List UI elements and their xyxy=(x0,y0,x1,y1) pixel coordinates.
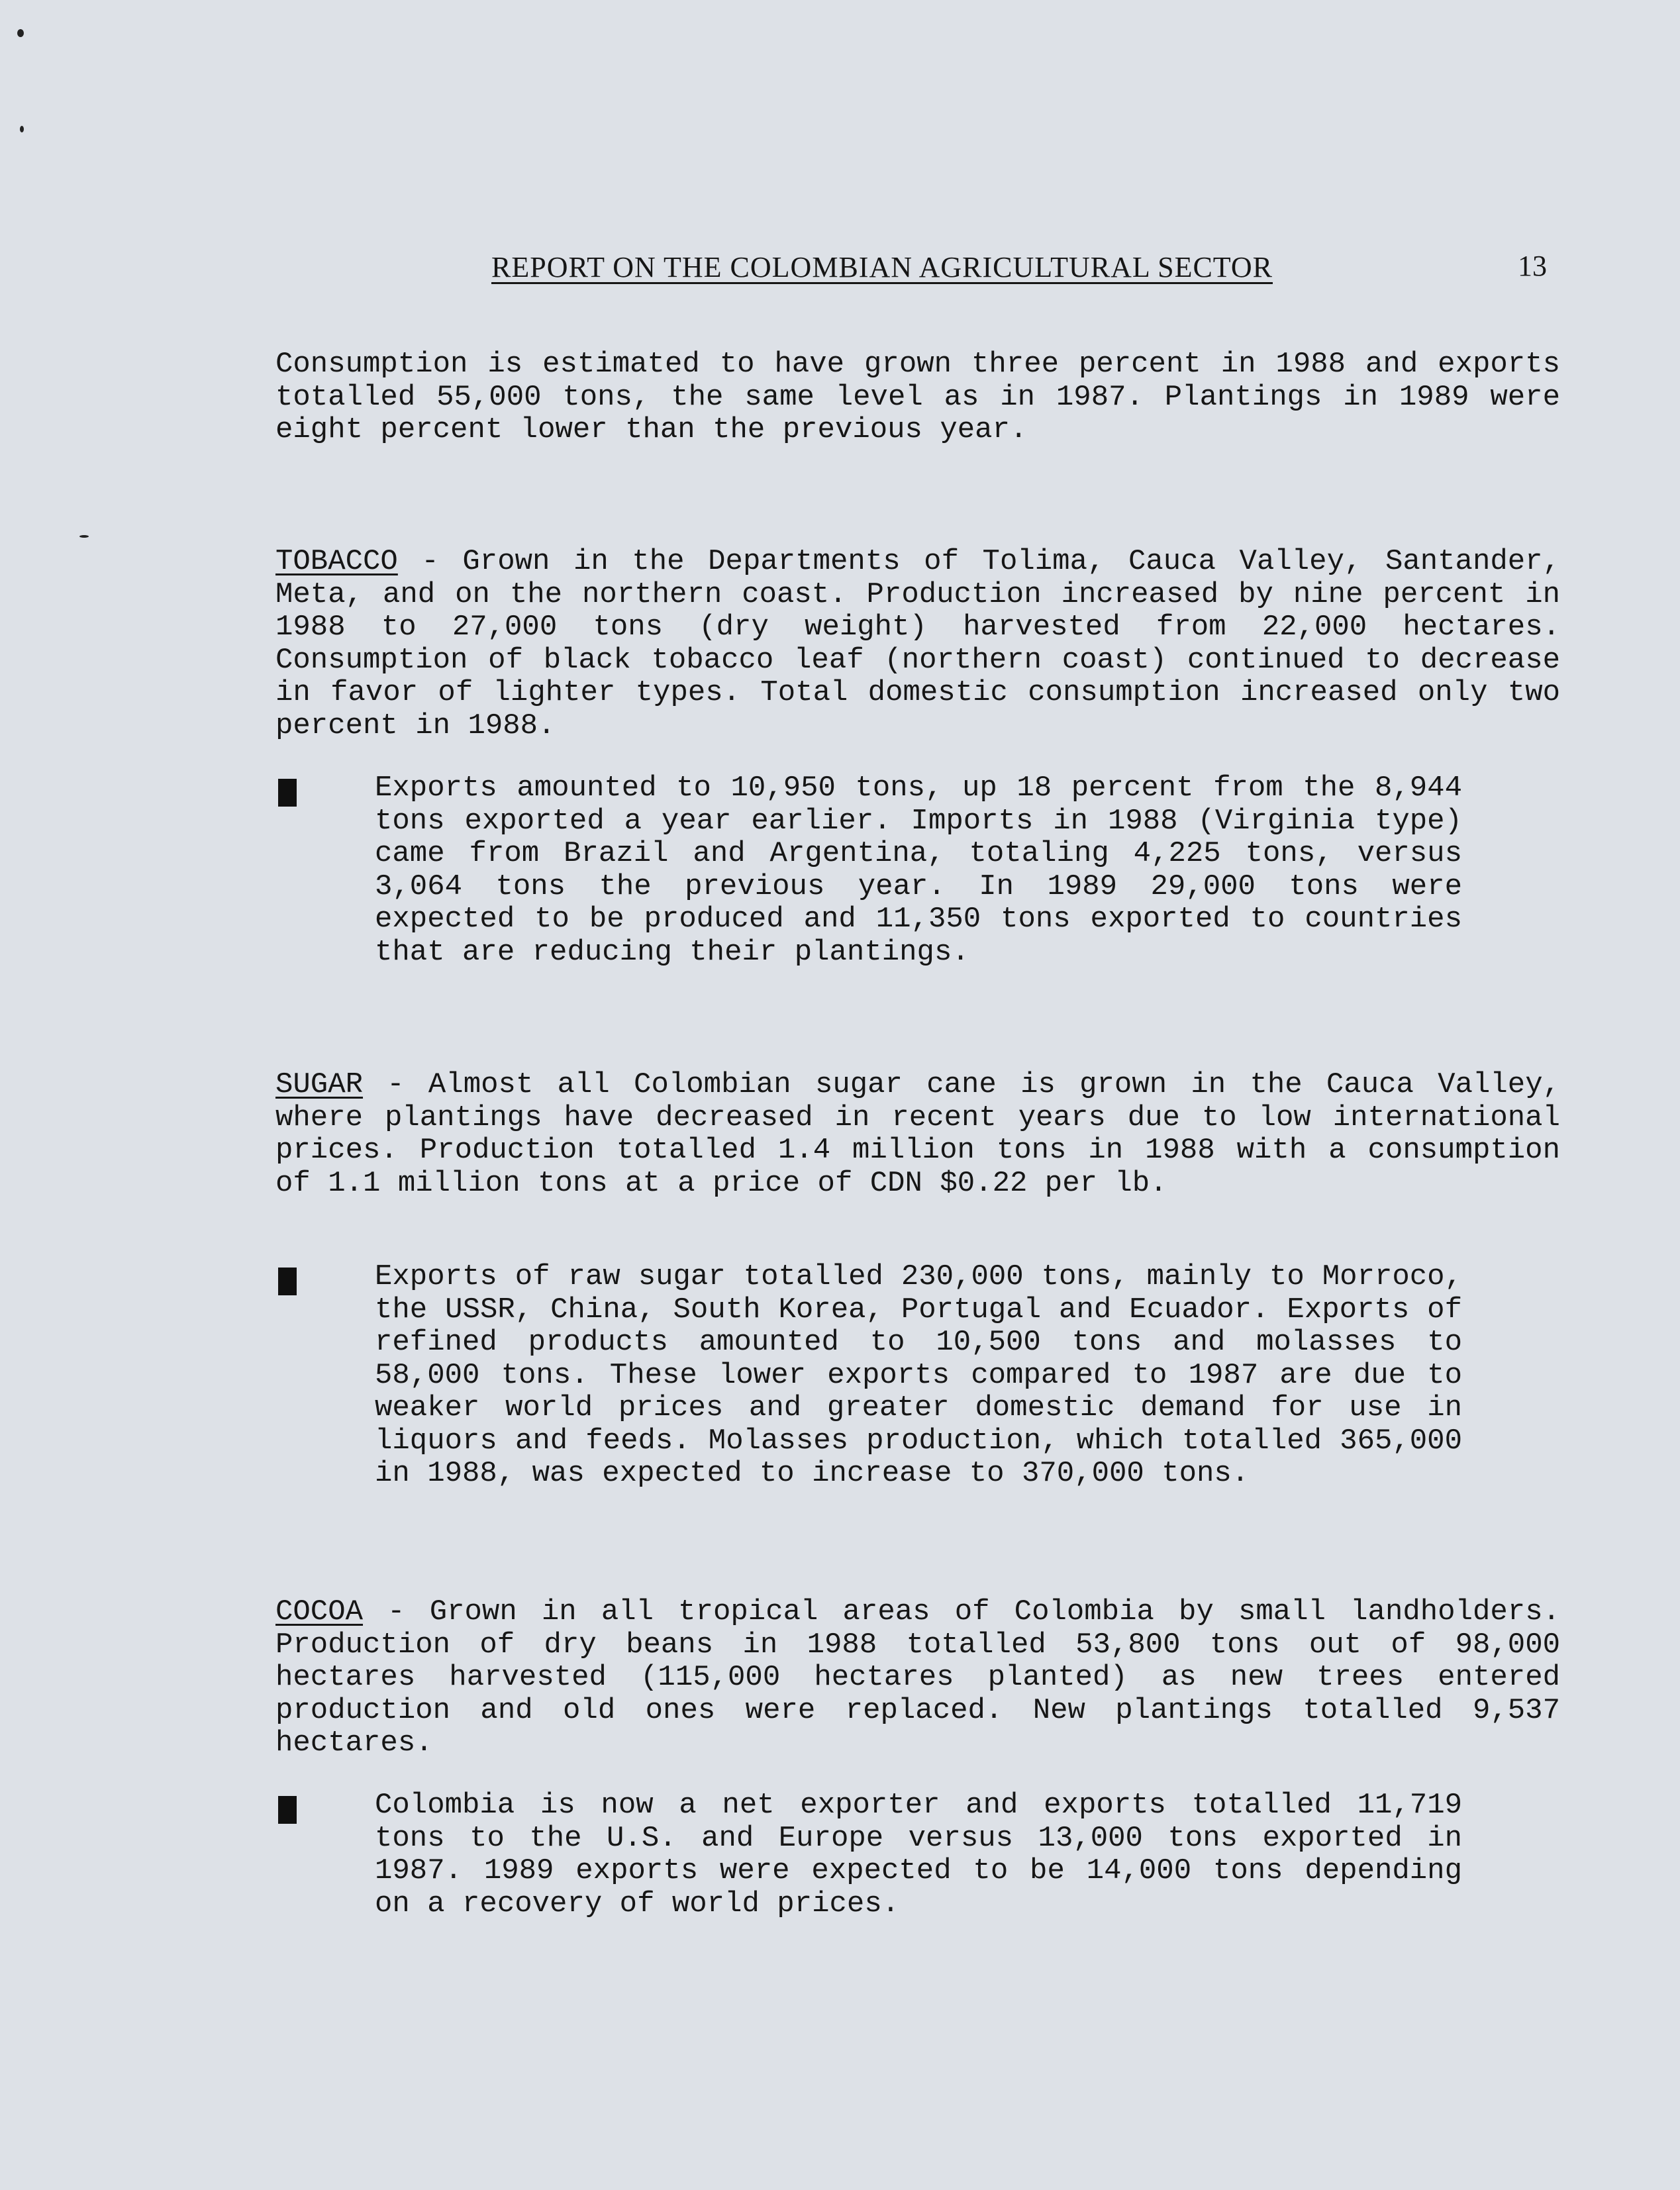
bullet-icon xyxy=(278,1796,297,1824)
cocoa-text: - Grown in all tropical areas of Colombia by small landholders. Production of dry beans in 1988 totalled 53,800 tons out of 98,000 hectares harvested (115,000 hectares planted) as new trees entered production and old ones were replaced. New plantings totalled 9,537 hectares. xyxy=(275,1595,1560,1760)
tobacco-heading: TOBACCO xyxy=(275,545,398,578)
cocoa-bullet-paragraph xyxy=(375,1789,1462,1920)
scan-speck xyxy=(20,126,24,132)
cocoa-bullet-text: Colombia is now a net exporter and exports totalled 11,719 tons to the U.S. and Europe versus 13,000 tons exported in 1987. 1989 exports were expected to be 14,000 tons depending on a recovery of world prices. xyxy=(375,1789,1462,1920)
intro-text: Consumption is estimated to have grown three percent in 1988 and exports totalled 55,000 tons, the same level as in 1987. Plantings in 1989 were eight percent lower than the previous year. xyxy=(275,348,1560,446)
sugar-text: - Almost all Colombian sugar cane is grown in the Cauca Valley, where plantings have decreased in recent years due to low international prices. Production totalled 1.4 million tons in 1988 with a consumption of 1.1 million tons at a price of CDN $0.22 per lb. xyxy=(275,1068,1560,1200)
tobacco-text: - Grown in the Departments of Tolima, Cauca Valley, Santander, Meta, and on the northern coast. Production increased by nine percent in 1988 to 27,000 tons (dry weight) harvested from 22,000 hectares. Consumption of black tobacco leaf (northern coast) continued to decrease in favor of lighter types. Total domestic consumption increased only two percent in 1988. xyxy=(275,545,1560,742)
cocoa-paragraph xyxy=(275,1596,1560,1760)
sugar-bullet-text: Exports of raw sugar totalled 230,000 tons, mainly to Morroco, the USSR, China, South Korea, Portugal and Ecuador. Exports of refined products amounted to 10,500 tons and molasses to 58,000 tons. These lower exports compared to 1987 are due to weaker world prices and greater domestic demand for use in liquors and feeds. Molasses production, which totalled 365,000 in 1988, was expected to increase to 370,000 tons. xyxy=(375,1260,1462,1490)
scan-speck xyxy=(17,29,24,37)
tobacco-paragraph xyxy=(275,546,1560,742)
bullet-icon xyxy=(278,779,297,807)
report-title: REPORT ON THE COLOMBIAN AGRICULTURAL SECTOR xyxy=(491,251,1273,283)
sugar-bullet-paragraph xyxy=(375,1261,1462,1491)
sugar-paragraph xyxy=(275,1069,1560,1200)
sugar-heading: SUGAR xyxy=(275,1068,364,1101)
tobacco-bullet-paragraph xyxy=(375,772,1462,969)
cocoa-heading: COCOA xyxy=(275,1595,364,1628)
bullet-icon xyxy=(278,1268,297,1295)
scan-speck xyxy=(79,535,89,538)
tobacco-bullet-text: Exports amounted to 10,950 tons, up 18 percent from the 8,944 tons exported a year earlier. Imports in 1988 (Virginia type) came from Brazil and Argentina, totaling 4,225 tons, versus 3,064 tons the previous year. In 1989 29,000 tons were expected to be produced and 11,350 tons exported to countries that are reducing their plantings. xyxy=(375,771,1462,969)
page-number: 13 xyxy=(1518,250,1547,282)
intro-paragraph xyxy=(275,348,1560,447)
